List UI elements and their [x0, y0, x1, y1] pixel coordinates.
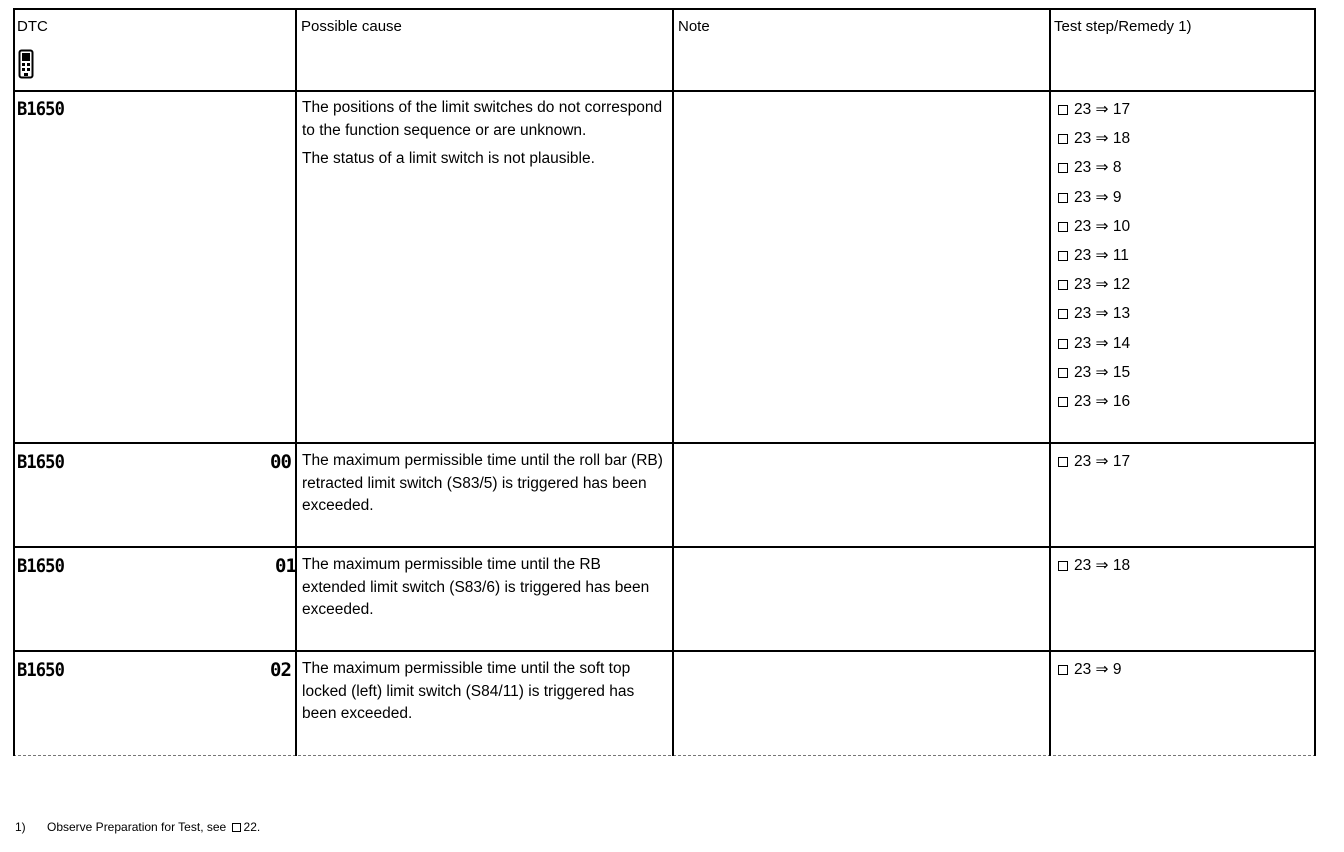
page-reference-box-icon: [1058, 105, 1068, 115]
dtc-subcode: 01: [275, 555, 296, 577]
remedy-ref: 23 ⇒ 15: [1074, 363, 1131, 381]
page-reference-box-icon: [1058, 457, 1068, 467]
remedy-item[interactable]: [1058, 95, 1130, 124]
remedy-list: [1058, 95, 1130, 416]
remedy-ref: 23 ⇒ 12: [1074, 276, 1131, 294]
possible-cause: [302, 658, 667, 732]
page-reference-box-icon: [1058, 163, 1068, 173]
remedy-item[interactable]: [1058, 153, 1130, 182]
header-possible-cause: Possible cause: [301, 18, 402, 35]
dtc-code: B1650: [17, 555, 64, 577]
remedy-item[interactable]: [1058, 270, 1130, 299]
page-reference-box-icon: [1058, 309, 1068, 319]
remedy-item[interactable]: [1058, 299, 1130, 328]
col-border-dtc: [295, 8, 297, 756]
remedy-ref: 23 ⇒ 10: [1074, 217, 1131, 235]
header-dtc: DTC: [17, 18, 48, 35]
row3-border: [13, 650, 1316, 652]
diagnostic-tester-icon: [18, 49, 34, 79]
page-reference-box-icon: [1058, 397, 1068, 407]
possible-cause: [302, 450, 667, 524]
remedy-item[interactable]: [1058, 447, 1130, 476]
footnote-ref[interactable]: 22.: [243, 820, 261, 834]
page-reference-box-icon: [1058, 368, 1068, 378]
dtc-code: B1650: [17, 98, 64, 120]
remedy-item[interactable]: [1058, 241, 1130, 270]
possible-cause: [302, 97, 667, 177]
page-reference-box-icon: [232, 823, 241, 832]
remedy-ref: 23 ⇒ 13: [1074, 305, 1131, 323]
page-reference-box-icon: [1058, 665, 1068, 675]
possible-cause: [302, 554, 667, 628]
remedy-ref: 23 ⇒ 8: [1074, 159, 1122, 177]
col-border-note: [1049, 8, 1051, 756]
remedy-ref: 23 ⇒ 17: [1074, 101, 1131, 118]
cause-text: The maximum permissible time until the roll bar (RB) retracted limit switch (S83/5) is triggered has been exceeded.: [302, 452, 663, 514]
remedy-item[interactable]: [1058, 183, 1130, 212]
remedy-item[interactable]: [1058, 212, 1130, 241]
col-border-cause: [672, 8, 674, 756]
remedy-ref: 23 ⇒ 14: [1074, 334, 1131, 352]
remedy-list: [1058, 551, 1130, 580]
remedy-item[interactable]: [1058, 329, 1130, 358]
page-reference-box-icon: [1058, 251, 1068, 261]
remedy-ref: 23 ⇒ 11: [1074, 246, 1129, 264]
cause-text: The maximum permissible time until the soft top locked (left) limit switch (S84/11) is triggered has been exceeded.: [302, 660, 635, 722]
header-note: Note: [678, 18, 710, 35]
col-border-left: [13, 8, 15, 756]
cause-text: The positions of the limit switches do not correspond to the function sequence or are unknown.: [302, 99, 663, 139]
table-cut-edge: [13, 755, 1316, 756]
dtc-subcode: 00: [270, 451, 291, 473]
row1-border: [13, 442, 1316, 444]
table-top-border: [13, 8, 1316, 10]
header-test-step-remedy: Test step/Remedy 1): [1054, 18, 1192, 35]
remedy-ref: 23 ⇒ 17: [1074, 453, 1131, 470]
dtc-code: B1650: [17, 659, 64, 681]
page-reference-box-icon: [1058, 134, 1068, 144]
col-border-right: [1314, 8, 1316, 756]
remedy-item[interactable]: [1058, 358, 1130, 387]
cause-text: The status of a limit switch is not plausible.: [302, 150, 595, 167]
page-reference-box-icon: [1058, 280, 1068, 290]
row2-border: [13, 546, 1316, 548]
remedy-ref: 23 ⇒ 18: [1074, 557, 1131, 574]
footnote: [15, 820, 260, 834]
page-reference-box-icon: [1058, 222, 1068, 232]
remedy-ref: 23 ⇒ 9: [1074, 661, 1122, 678]
header-row-border: [13, 90, 1316, 92]
remedy-item[interactable]: [1058, 551, 1130, 580]
remedy-list: [1058, 655, 1121, 684]
dtc-code: B1650: [17, 451, 64, 473]
dtc-subcode: 02: [270, 659, 291, 681]
page-reference-box-icon: [1058, 193, 1068, 203]
page-reference-box-icon: [1058, 561, 1068, 571]
remedy-list: [1058, 447, 1130, 476]
remedy-item[interactable]: [1058, 124, 1130, 153]
remedy-ref: 23 ⇒ 16: [1074, 392, 1131, 410]
remedy-ref: 23 ⇒ 9: [1074, 188, 1122, 206]
remedy-ref: 23 ⇒ 18: [1074, 130, 1131, 148]
remedy-item[interactable]: [1058, 387, 1130, 416]
remedy-item[interactable]: [1058, 655, 1121, 684]
footnote-text: Observe Preparation for Test, see: [47, 820, 227, 834]
footnote-marker: 1): [15, 820, 26, 834]
page-reference-box-icon: [1058, 339, 1068, 349]
cause-text: The maximum permissible time until the RB extended limit switch (S83/6) is triggered has been exceeded.: [302, 556, 650, 618]
dtc-table: [13, 8, 1316, 756]
